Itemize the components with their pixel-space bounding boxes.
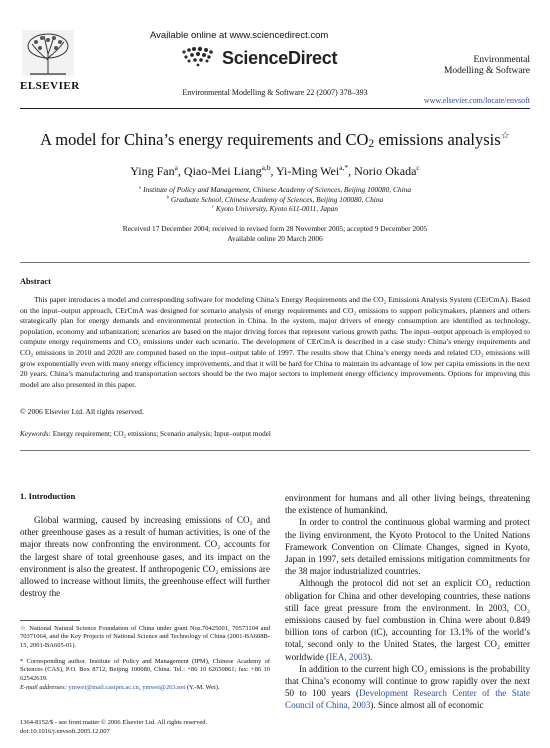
intro-right-paragraph: Although the protocol did not set an explicit CO₂ reduction obligation for China and other developing countries, these nations still face great pressure from the environment. In 2003, CO₂ emissions caused by fuel combustion in China were about 0.849 billion tons of carbon (tC), accounting for 13.1% of the world’s total, second only to the United States, the largest CO₂ emitter worldwide (IEA, 2003). [285,578,530,662]
footnote-emails: E-mail addresses: ymwei@mail.casipm.ac.cn, ymwei@263.net (Y.-M. Wei). [20,684,220,691]
affiliation-item: $^c$ Kyoto University, Kyoto 611-0011, Japan [212,203,338,214]
doi-text: doi:10.1016/j.envsoft.2005.12.007 [20,728,110,735]
footnote-corresponding-author: * Corresponding author. Institute of Policy and Management (IPM), Chinese Academy of Sciences (CAS), P.O. Box 8712, Beijing 100080, China. Tel.: +86 10 62650861; fax: +86 10 62542619. [20,658,270,682]
author-list: Ying Fan$^a$, Qiao-Mei Liang$^{a,b}$, Yi-Ming Wei$^{a,*}$, Norio Okada$^c$ [130,163,420,178]
affiliation-item: $^a$ Institute of Policy and Management, Chinese Academy of Sciences, Beijing 100080, China [138,184,412,194]
intro-right-paragraph: In addition to the current high CO₂ emissions is the probability that China’s economy will continue to grow rapidly over the next 50 to 100 years (Development Research Center of the State Council of China, 2003). Since almost all of economic [285,663,530,711]
citation-link[interactable]: Development Research Center of the State Council of China, 2003 [285,688,530,711]
author-name: Ying Fan [130,164,175,178]
journal-citation: Environmental Modelling & Software 22 (2007) 378–393 [182,88,368,97]
abstract-copyright: © 2006 Elsevier Ltd. All rights reserved. [20,407,144,416]
author-name: Qiao-Mei Liang [183,164,262,178]
abstract-body: This paper introduces a model and corresponding software for modeling China’s Energy Requirements and the CO₂ Emissions Analysis System (CErCmA). Based on the input–output approach, CErCmA was designed for scenario analysis of energy requirements and CO₂ emissions to support policymakers, planners and others strategically plan for energy demands and environmental protection in China. In the system, major drivers of energy consumption are identified as technology, population, economy and urbanization; scenarios are based on the major driving forces that represent various growth paths. The input–output approach is employed to compute energy requirements and CO₂ emissions under each scenario. The development of CErCmA is described in a case study: China’s energy requirements and CO₂ emissions in 2010 and 2020 are computed based on the input–output table of 1997. The results show that China’s energy needs and related CO₂ emissions will grow exponentially even with many energy efficiency improvements, and that it will be hard for China to maintain its advantage of low per capita emissions in the next 20 years. China’s manufacturing and transportation sectors should be the two major sectors to implement energy efficiency improvements. Options for improving this model are also presented in this paper. [20,295,530,389]
section-heading-introduction: 1. Introduction [20,491,76,501]
intro-right-paragraph: In order to control the continuous global warming and protect the living environment, the Kyoto Protocol to the United Nations Framework Convention on Climate Changes, signed in Kyoto, Japan in 1997, sets detailed emissions mitigation commitments for the 38 major industrialized countries. [285,517,530,577]
abstract-heading: Abstract [20,277,51,286]
elsevier-logo-text: ELSEVIER [20,80,80,92]
intro-right-column [285,492,530,712]
header-rule [20,108,530,109]
keywords: Keywords: Energy requirement; CO₂ emissions; Scenario analysis; Input–output model [20,430,271,438]
journal-url-link[interactable]: www.elsevier.com/locate/envsoft [423,96,530,105]
available-online-note: Available online at www.sciencedirect.com [150,30,329,41]
footnote-rule [20,620,80,621]
email-link[interactable]: ymwei@mail.casipm.ac.cn [68,684,139,691]
footnote-star-icon: ☆ [20,625,27,632]
abstract-top-rule [20,262,530,263]
affiliations [20,185,530,214]
email-link[interactable]: ymwei@263.net [142,684,186,691]
author-name: Norio Okada [354,164,417,178]
author-name: Yi-Ming Wei [276,164,340,178]
affiliation-item: $^b$ Graduate School, Chinese Academy of Sciences, Beijing 100080, China [166,194,384,204]
abstract-bottom-rule [20,450,530,451]
intro-left-paragraph: Global warming, caused by increasing emissions of CO₂ and other greenhouse gases as a result of human activities, is one of the major threats now confronting the environment. CO₂ accounts for the largest share of total greenhouse gases, and its impact on the environment is also the greatest. If anthropogenic CO₂ emissions are allowed to increase without limits, the greenhouse effect will further destroy the [20,515,270,599]
intro-right-paragraph: environment for humans and all other living beings, threatening the existence of humankind. [285,493,530,516]
sciencedirect-logo-icon [180,46,220,68]
article-title: A model for China’s energy requirements and $CO_2$ emissions analysis☆ [40,130,510,150]
citation-link[interactable]: IEA, 2003 [329,651,368,662]
article-dates: Received 17 December 2004; received in revised form 28 November 2005; accepted 9 December 2005 Available online 20 March 2006 [122,224,428,243]
journal-name: Environmental Modelling & Software [443,55,530,76]
sciencedirect-logo-text: ScienceDirect [222,48,338,68]
elsevier-tree-logo-icon [22,30,74,76]
footnote-funding: ☆ National Natural Science Foundation of China under grant Nos.70425001, 70573104 and 70371064, and the Key Projects of National Science and Technology of China (2001-BA608B-15, 2001-BA605-01). [20,625,271,649]
front-matter-info: 1364-8152/$ - see front matter © 2006 Elsevier Ltd. All rights reserved. doi:10.1016/j.envsoft.2005.12.007 [20,718,320,736]
title-footnote-star-icon: ☆ [500,130,510,142]
